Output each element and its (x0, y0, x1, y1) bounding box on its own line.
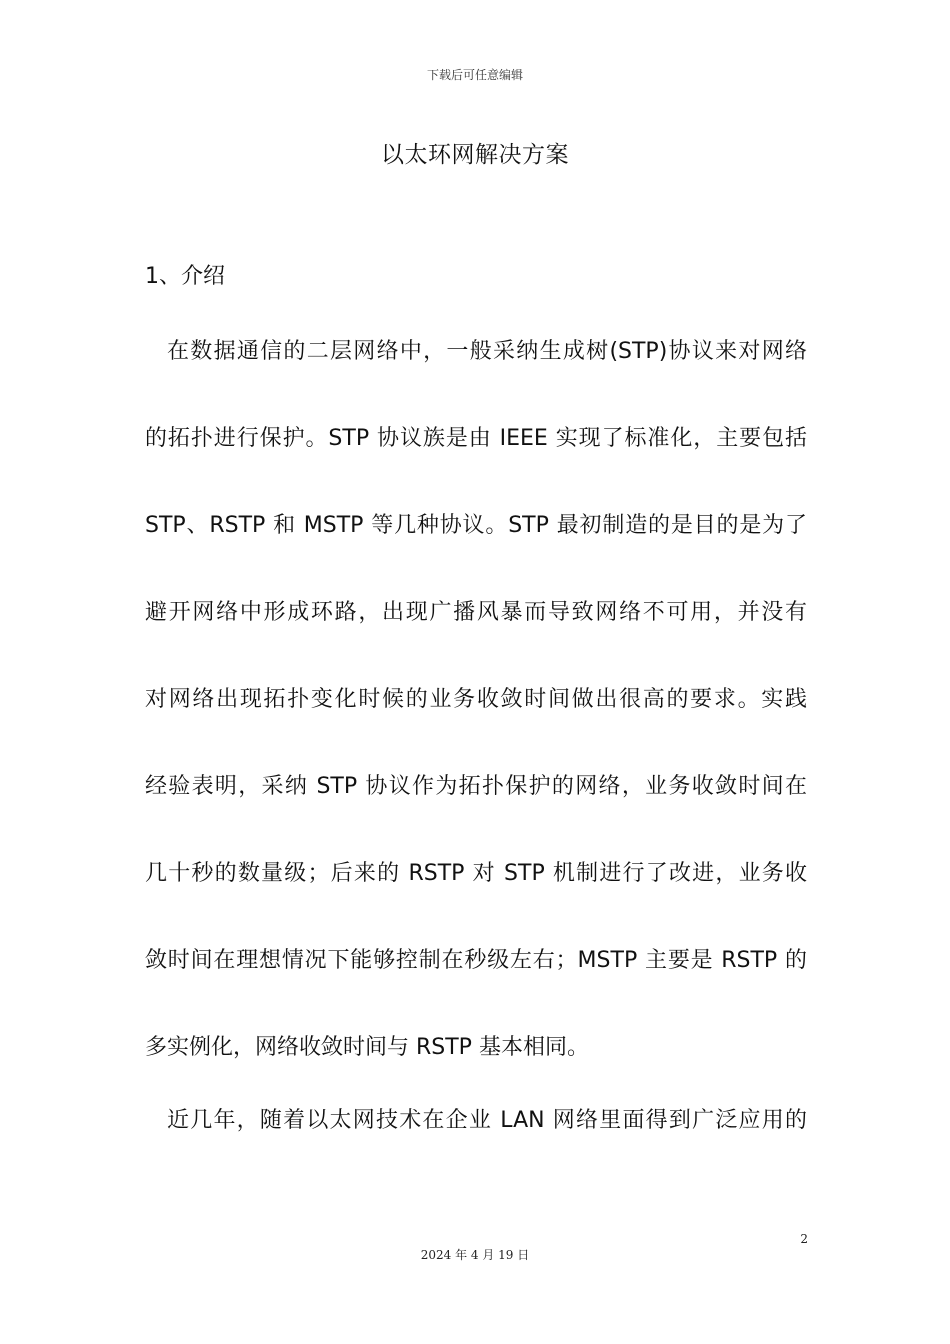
document-title: 以太环网解决方案 (381, 142, 569, 168)
header-note: 下载后可任意编辑 (426, 68, 523, 82)
paragraph-line: STP、RSTP 和 MSTP 等几种协议。STP 最初制造的是目的是为了 (145, 513, 807, 538)
paragraph-line: 敛时间在理想情况下能够控制在秒级左右；MSTP 主要是 RSTP 的 (145, 948, 807, 973)
page-number: 2 (800, 1232, 808, 1246)
section-heading-introduction: 1、介绍 (145, 264, 225, 289)
paragraph-line: 多实例化，网络收敛时间与 RSTP 基本相同。 (145, 1035, 589, 1060)
paragraph-line: 避开网络中形成环路，出现广播风暴而导致网络不可用，并没有 (145, 600, 807, 625)
paragraph-line: 几十秒的数量级；后来的 RSTP 对 STP 机制进行了改进，业务收 (145, 861, 807, 886)
paragraph-line: 近几年，随着以太网技术在企业 LAN 网络里面得到广泛应用的 (167, 1108, 807, 1133)
paragraph-line: 在数据通信的二层网络中，一般采纳生成树(STP)协议来对网络 (167, 339, 807, 364)
paragraph-line: 经验表明，采纳 STP 协议作为拓扑保护的网络，业务收敛时间在 (145, 774, 807, 799)
footer-date: 2024 年 4 月 19 日 (420, 1248, 530, 1262)
paragraph-line: 对网络出现拓扑变化时候的业务收敛时间做出很高的要求。实践 (145, 687, 807, 712)
paragraph-line: 的拓扑进行保护。STP 协议族是由 IEEE 实现了标准化，主要包括 (145, 426, 807, 451)
